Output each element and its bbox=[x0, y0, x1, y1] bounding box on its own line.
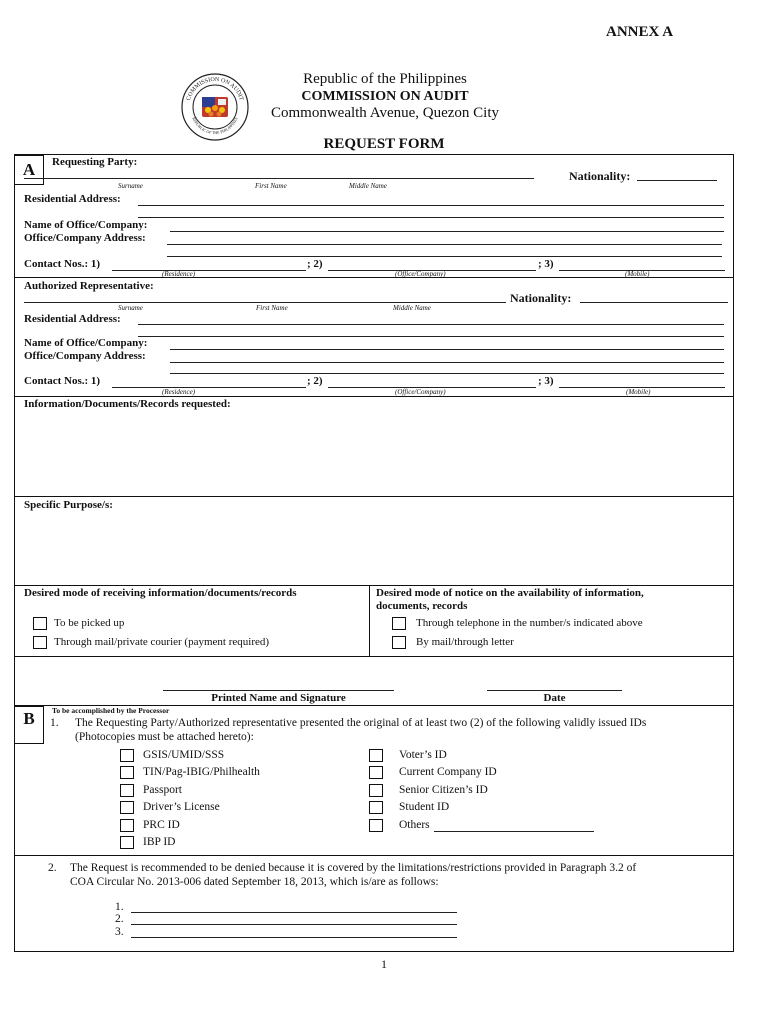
id-others-checkbox[interactable] bbox=[369, 819, 383, 832]
office-address-line-1[interactable] bbox=[167, 244, 722, 245]
commission-text: COMMISSION ON AUDIT bbox=[301, 89, 469, 104]
office-address-2-line-1[interactable] bbox=[170, 362, 724, 363]
reason-3-number: 3. bbox=[115, 926, 124, 938]
id-tin-label: TIN/Pag-IBIG/Philhealth bbox=[143, 766, 260, 778]
id-company-label: Current Company ID bbox=[399, 766, 497, 778]
item1-line-2: (Photocopies must be attached hereto): bbox=[75, 731, 254, 743]
svg-text:COMMISSION ON AUDIT: COMMISSION ON AUDIT bbox=[185, 76, 245, 102]
mode-receiving-label: Desired mode of receiving information/documents/records bbox=[24, 587, 297, 599]
item2-line-2: COA Circular No. 2013-006 dated September 18, 2013, which is/are as follows: bbox=[70, 876, 439, 888]
mobile-caption-2: (Mobile) bbox=[626, 388, 651, 396]
office-name-2-line[interactable] bbox=[170, 349, 724, 350]
office-address-2-line-2[interactable] bbox=[170, 373, 724, 374]
svg-text:REPUBLIC OF THE PHILIPPINES: REPUBLIC OF THE PHILIPPINES bbox=[191, 116, 239, 136]
reason-2-number: 2. bbox=[115, 913, 124, 925]
requesting-party-line[interactable] bbox=[24, 178, 534, 179]
annex-label: ANNEX A bbox=[606, 24, 674, 40]
item2-number: 2. bbox=[48, 862, 57, 874]
id-senior-checkbox[interactable] bbox=[369, 784, 383, 797]
pickup-label: To be picked up bbox=[54, 617, 125, 629]
reason-1-line[interactable] bbox=[131, 912, 457, 913]
coa-seal-icon bbox=[180, 72, 250, 142]
id-drivers-license-checkbox[interactable] bbox=[120, 801, 134, 814]
residential-address-line-1[interactable] bbox=[138, 205, 724, 206]
id-tin-checkbox[interactable] bbox=[120, 766, 134, 779]
address-text: Commonwealth Avenue, Quezon City bbox=[270, 105, 500, 121]
item1-number: 1. bbox=[50, 717, 59, 729]
office-name-label: Name of Office/Company: bbox=[24, 219, 148, 231]
office-company-caption: (Office/Company) bbox=[395, 270, 446, 278]
residence-caption: (Residence) bbox=[162, 270, 196, 278]
id-student-checkbox[interactable] bbox=[369, 801, 383, 814]
id-senior-label: Senior Citizen’s ID bbox=[399, 784, 488, 796]
residential-address-2-line-1[interactable] bbox=[138, 324, 724, 325]
contact-sep-2: ; 2) bbox=[307, 258, 323, 270]
section-b-letter: B bbox=[14, 706, 44, 744]
office-name-line[interactable] bbox=[170, 231, 724, 232]
specific-purpose-label: Specific Purpose/s: bbox=[24, 499, 113, 511]
page-number: 1 bbox=[381, 957, 387, 971]
reason-2-line[interactable] bbox=[131, 924, 457, 925]
reason-3-line[interactable] bbox=[131, 937, 457, 938]
contact-sep-3b: ; 3) bbox=[538, 375, 554, 387]
authorized-rep-label: Authorized Representative: bbox=[24, 280, 154, 292]
vertical-divider bbox=[369, 585, 370, 656]
divider bbox=[14, 277, 734, 278]
middle-name-caption-2: Middle Name bbox=[393, 304, 431, 312]
section-a-letter: A bbox=[14, 155, 44, 185]
letter-label: By mail/through letter bbox=[416, 636, 514, 648]
id-ibp-label: IBP ID bbox=[143, 836, 176, 848]
mail-courier-label: Through mail/private courier (payment required) bbox=[54, 636, 270, 648]
id-prc-checkbox[interactable] bbox=[120, 819, 134, 832]
mode-notice-label-2: documents, records bbox=[376, 600, 468, 612]
republic-text: Republic of the Philippines bbox=[303, 71, 467, 87]
letter-checkbox[interactable] bbox=[392, 636, 406, 649]
pickup-checkbox[interactable] bbox=[33, 617, 47, 630]
first-name-caption: First Name bbox=[255, 182, 287, 190]
office-address-label: Office/Company Address: bbox=[24, 232, 146, 244]
printed-name-label: Printed Name and Signature bbox=[211, 692, 346, 704]
office-address-line-2[interactable] bbox=[167, 256, 722, 257]
id-voters-label: Voter’s ID bbox=[399, 749, 447, 761]
item1-line-1: The Requesting Party/Authorized representative presented the original of at least two (2) of the following validly issued IDs bbox=[75, 717, 647, 729]
surname-caption-2: Surname bbox=[118, 304, 143, 312]
id-student-label: Student ID bbox=[399, 801, 450, 813]
middle-name-caption: Middle Name bbox=[349, 182, 387, 190]
contact-nos-2-label: Contact Nos.: 1) bbox=[24, 375, 101, 387]
reason-1-number: 1. bbox=[115, 901, 124, 913]
contact-nos-label: Contact Nos.: 1) bbox=[24, 258, 101, 270]
id-gsis-checkbox[interactable] bbox=[120, 749, 134, 762]
contact-sep-3: ; 3) bbox=[538, 258, 554, 270]
first-name-caption-2: First Name bbox=[256, 304, 288, 312]
nationality-2-line[interactable] bbox=[580, 302, 728, 303]
residential-address-2-label: Residential Address: bbox=[24, 313, 121, 325]
info-requested-area[interactable] bbox=[20, 412, 728, 494]
divider bbox=[14, 496, 734, 497]
id-passport-checkbox[interactable] bbox=[120, 784, 134, 797]
requesting-party-label: Requesting Party: bbox=[52, 156, 138, 168]
id-passport-label: Passport bbox=[143, 784, 182, 796]
form-title: REQUEST FORM bbox=[323, 136, 445, 152]
processor-note: To be accomplished by the Processor bbox=[52, 706, 170, 715]
residential-address-line-2[interactable] bbox=[138, 217, 724, 218]
telephone-checkbox[interactable] bbox=[392, 617, 406, 630]
office-name-2-label: Name of Office/Company: bbox=[24, 337, 148, 349]
id-others-label: Others bbox=[399, 819, 430, 831]
id-voters-checkbox[interactable] bbox=[369, 749, 383, 762]
nationality-2-label: Nationality: bbox=[510, 291, 572, 305]
divider bbox=[14, 585, 734, 586]
residential-address-2-line-2[interactable] bbox=[138, 336, 724, 337]
divider bbox=[14, 396, 734, 397]
mail-courier-checkbox[interactable] bbox=[33, 636, 47, 649]
mobile-caption: (Mobile) bbox=[625, 270, 650, 278]
item2-line-1: The Request is recommended to be denied because it is covered by the limitations/restrictions provided in Paragraph 3.2 of bbox=[70, 862, 637, 874]
id-company-checkbox[interactable] bbox=[369, 766, 383, 779]
office-address-2-label: Office/Company Address: bbox=[24, 350, 146, 362]
residence-caption-2: (Residence) bbox=[162, 388, 196, 396]
id-drivers-license-label: Driver’s License bbox=[143, 801, 220, 813]
contact-residence-2-line[interactable] bbox=[112, 387, 306, 388]
signature-line[interactable] bbox=[163, 690, 394, 691]
specific-purpose-area[interactable] bbox=[20, 513, 728, 581]
nationality-label: Nationality: bbox=[569, 169, 631, 183]
contact-residence-line[interactable] bbox=[112, 270, 306, 271]
date-line[interactable] bbox=[487, 690, 622, 691]
telephone-label: Through telephone in the number/s indicated above bbox=[416, 617, 643, 629]
divider bbox=[14, 855, 734, 856]
id-others-line[interactable] bbox=[434, 831, 594, 832]
info-requested-label: Information/Documents/Records requested: bbox=[24, 398, 231, 410]
authorized-rep-line[interactable] bbox=[24, 302, 506, 303]
surname-caption: Surname bbox=[118, 182, 143, 190]
mode-notice-label-1: Desired mode of notice on the availability of information, bbox=[376, 587, 644, 599]
residential-address-label: Residential Address: bbox=[24, 193, 121, 205]
divider bbox=[14, 656, 734, 657]
id-ibp-checkbox[interactable] bbox=[120, 836, 134, 849]
date-label: Date bbox=[543, 692, 566, 704]
office-company-caption-2: (Office/Company) bbox=[395, 388, 446, 396]
id-prc-label: PRC ID bbox=[143, 819, 180, 831]
nationality-line[interactable] bbox=[637, 180, 717, 181]
id-gsis-label: GSIS/UMID/SSS bbox=[143, 749, 225, 761]
contact-sep-2b: ; 2) bbox=[307, 375, 323, 387]
